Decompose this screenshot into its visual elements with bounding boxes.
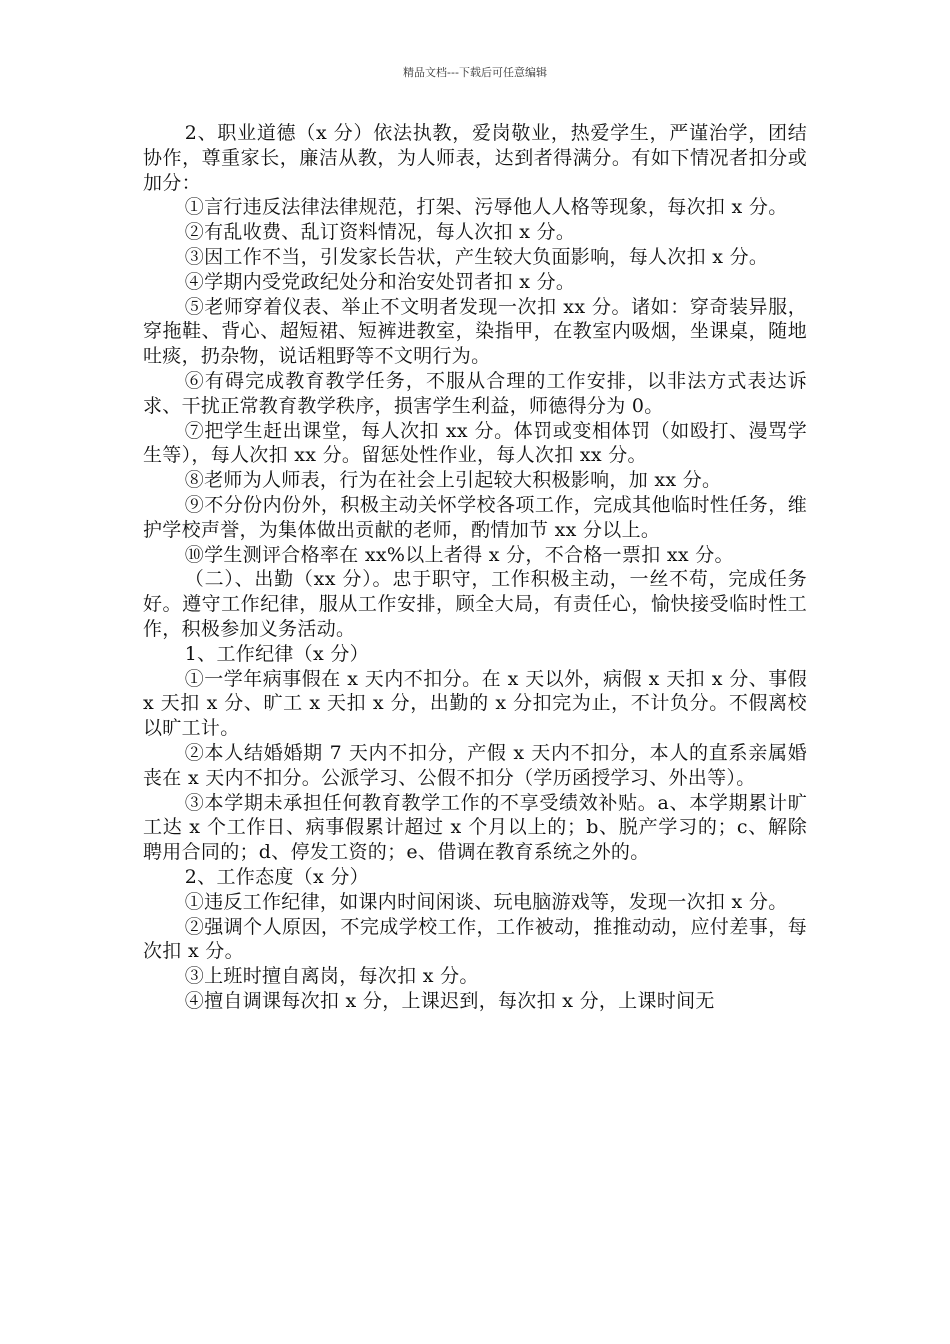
paragraph-discipline-3: ③本学期未承担任何教育教学工作的不享受绩效补贴。a、本学期累计旷工达 x 个工作日、病事假累计超过 x 个月以上的；b、脱产学习的；c、解除聘用合同的；d、停发工资的；e、借调在教育系统之外的。 — [143, 791, 807, 864]
heading-work-attitude: 2、工作态度（x 分） — [184, 865, 369, 888]
paragraph-discipline-1: ①一学年病事假在 x 天内不扣分。在 x 天以外，病假 x 天扣 x 分、事假 x 天扣 x 分、旷工 x 天扣 x 分，出勤的 x 分扣完为止，不计负分。不假离校以旷工计。 — [143, 667, 807, 740]
heading-work-discipline: 1、工作纪律（x 分） — [184, 642, 369, 665]
paragraph-item-3: ③因工作不当，引发家长告状，产生较大负面影响，每人次扣 x 分。 — [184, 245, 769, 268]
paragraph-item-2: ②有乱收费、乱订资料情况，每人次扣 x 分。 — [184, 221, 576, 244]
paragraph-item-10: ⑩学生测评合格率在 xx%以上者得 x 分，不合格一票扣 xx 分。 — [184, 543, 734, 566]
paragraph-attitude-1: ①违反工作纪律，如课内时间闲谈、玩电脑游戏等，发现一次扣 x 分。 — [184, 890, 788, 913]
paragraph-attendance: （二）、出勤（xx 分）。忠于职守，工作积极主动，一丝不苟，完成任务好。遵守工作纪律，服从工作安排，顾全大局，有责任心，愉快接受临时性工作，积极参加义务活动。 — [143, 568, 807, 640]
paragraph-item-1: ①言行违反法律法律规范，打架、污辱他人人格等现象，每次扣 x 分。 — [184, 196, 788, 219]
document-body — [143, 121, 807, 1014]
page-header: 精品文档---下载后可任意编辑 — [403, 66, 547, 79]
paragraph-item-4: ④学期内受党政纪处分和治安处罚者扣 x 分。 — [184, 270, 576, 293]
paragraph-item-8: ⑧老师为人师表，行为在社会上引起较大积极影响，加 xx 分。 — [184, 469, 722, 492]
paragraph-discipline-2: ②本人结婚婚期 7 天内不扣分，产假 x 天内不扣分，本人的直系亲属婚丧在 x 天内不扣分。公派学习、公假不扣分（学历函授学习、外出等）。 — [143, 741, 807, 789]
paragraph-item-5: ⑤老师穿着仪表、举止不文明者发现一次扣 xx 分。诸如：穿奇装异服，穿拖鞋、背心、超短裙、短裤进教室，染指甲，在教室内吸烟，坐课桌，随地吐痰，扔杂物，说话粗野等不文明行为。 — [143, 295, 807, 368]
paragraph-item-9: ⑨不分份内份外，积极主动关怀学校各项工作，完成其他临时性任务，维护学校声誉，为集体做出贡献的老师，酌情加节 xx 分以上。 — [143, 493, 807, 541]
paragraph-item-7: ⑦把学生赶出课堂，每人次扣 xx 分。体罚或变相体罚（如殴打、漫骂学生等），每人次扣 xx 分。留惩处性作业，每人次扣 xx 分。 — [143, 419, 807, 467]
paragraph-attitude-2: ②强调个人原因，不完成学校工作，工作被动，推推动动，应付差事，每次扣 x 分。 — [143, 915, 807, 963]
paragraph-attitude-4: ④擅自调课每次扣 x 分，上课迟到，每次扣 x 分，上课时间无 — [184, 989, 715, 1012]
paragraph-attitude-3: ③上班时擅自离岗，每次扣 x 分。 — [184, 965, 479, 988]
paragraph-item-6: ⑥有碍完成教育教学任务，不服从合理的工作安排，以非法方式表达诉求、干扰正常教育教学秩序，损害学生利益，师德得分为 0。 — [143, 369, 807, 417]
paragraph-professional-ethics: 2、职业道德（x 分）依法执教，爱岗敬业，热爱学生，严谨治学，团结协作，尊重家长，廉洁从教，为人师表，达到者得满分。有如下情况者扣分或加分： — [143, 122, 807, 194]
